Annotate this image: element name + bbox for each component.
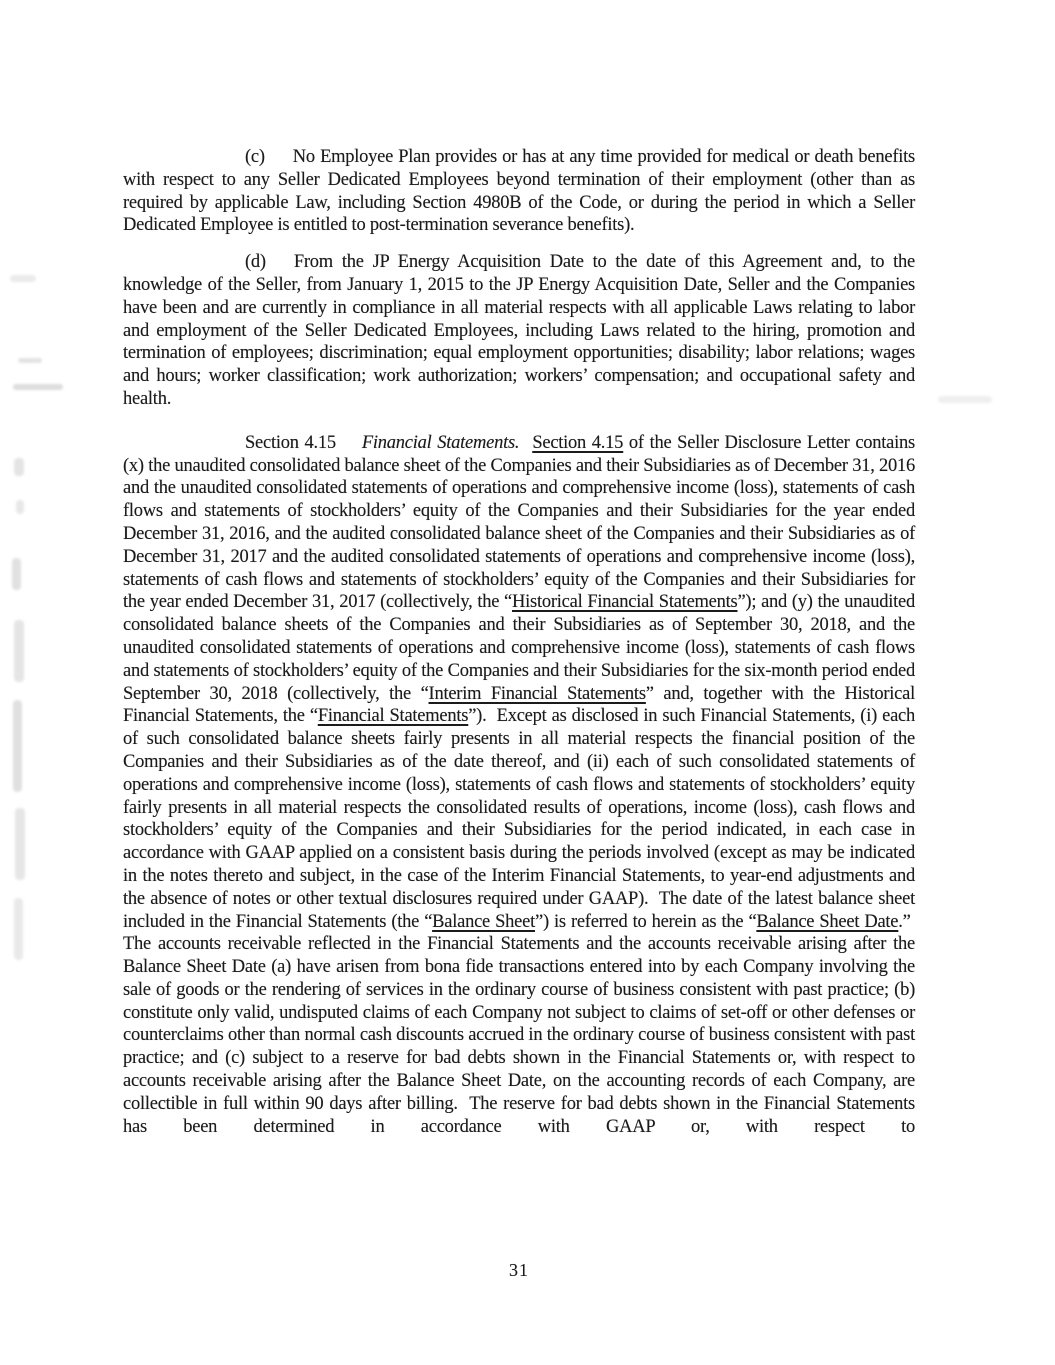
paragraph-c — [123, 146, 915, 237]
defined-term-historical-financial-statements: Historical Financial Statements — [512, 592, 738, 613]
paragraph-d-label: (d) — [245, 252, 266, 273]
scan-artifact — [18, 358, 42, 363]
scan-artifact — [10, 275, 36, 282]
section-number: Section 4.15 — [245, 432, 336, 453]
section-reference: Section 4.15 — [532, 432, 624, 453]
paragraph-section-4-15 — [123, 432, 915, 1139]
scan-artifact — [14, 898, 23, 960]
scan-artifact — [938, 396, 992, 403]
section-body-text: ”) is referred to herein as the “ — [534, 911, 757, 932]
section-title: Financial Statements. — [361, 432, 520, 453]
page-number: 31 — [509, 1260, 529, 1280]
scan-artifact — [14, 458, 24, 476]
scan-artifact — [13, 384, 63, 390]
section-body-text: ” and, together with the Historical Financial Statements, the “ — [123, 683, 915, 727]
defined-term-interim-financial-statements: Interim Financial Statements — [428, 683, 646, 704]
section-body-text: of the Seller Disclosure Letter contains (x) the unaudited consolidated balance sheet of the Companies and their Subsidiaries as of December 31, 2016 and the unaudited consolidated statements of operations and comprehensive income (loss), statements of cash flows and statements of stockholders’ equity of the Companies and their Subsidiaries for the year ended December 31, 2016, and the audited consolidated balance sheet of the Companies and their Subsidiaries as of December 31, 2017 and the audited consolidated statements of operations and comprehensive income (loss), statements of cash flows and statements of stockholders’ equity of the Companies and their Subsidiaries for the year ended December 31, 2017 (collectively, the “ — [123, 432, 915, 613]
defined-term-financial-statements: Financial Statements — [317, 706, 469, 727]
paragraph-d — [123, 251, 915, 411]
defined-term-balance-sheet: Balance Sheet — [432, 911, 535, 932]
paragraph-d-text: From the JP Energy Acquisition Date to the date of this Agreement and, to the knowledge of the Seller, from January 1, 2015 to the JP Energy Acquisition Date, Seller and the Companies have been and are currently in compliance in all material respects with all applicable Laws relating to labor and employment of the Seller Dedicated Employees, including Laws related to the hiring, promotion and termination of employees; discrimination; equal employment opportunities; disability; labor relations; wages and hours; worker classification; work authorization; workers’ compensation; and occupational safety and health. — [123, 252, 915, 409]
scan-artifact — [14, 620, 24, 682]
scan-artifact — [12, 558, 21, 590]
paragraph-c-text: No Employee Plan provides or has at any time provided for medical or death benefits with respect to any Seller Dedicated Employees beyond termination of their employment (other than as required by applicable Law, including Section 4980B of the Code, or during the period in which a Seller Dedicated Employee is entitled to post-termination severance benefits). — [123, 147, 915, 236]
defined-term-balance-sheet-date: Balance Sheet Date — [756, 911, 899, 932]
section-body-text: ”); and (y) the unaudited consolidated balance sheets of the Companies and their Subsidiaries as of September 30, 2018, and the unaudited consolidated statements of operations and comprehensive income (loss), statements of cash flows and statements of stockholders’ equity of the Companies and their Subsidiaries for the six-month period ended September 30, 2018 (collectively, the “ — [123, 592, 915, 704]
section-body-text: ”). Except as disclosed in such Financial Statements, (i) each of such consolidated balance sheets fairly presents in all material respects the financial position of the Companies and their Subsidiaries as of the date thereof, and (ii) each of such consolidated statements of operations and comprehensive income (loss), statements of cash flows and statements of stockholders’ equity fairly presents in all material respects the consolidated results of operations, income (loss), cash flows and stockholders’ equity of the Companies and their Subsidiaries for the period indicated, in each case in accordance with GAAP applied on a consistent basis during the periods involved (except as may be indicated in the notes thereto and subject, in the case of the Interim Financial Statements, to year-end adjustments and the absence of notes or other textual disclosures required under GAAP). The date of the latest balance sheet included in the Financial Statements (the “ — [123, 706, 915, 932]
body-text — [123, 146, 915, 1138]
section-body-text: .” The accounts receivable reflected in the Financial Statements and the accounts receivable arising after the Balance Sheet Date (a) have arisen from bona fide transactions entered into by each Company involving the sale of goods or the rendering of services in the ordinary course of business consistent with past practice; (b) constitute only valid, undisputed claims of each Company not subject to claims of set-off or other defenses or counterclaims other than normal cash discounts accrued in the ordinary course of business consistent with past practice; and (c) subject to a reserve for bad debts shown in the Financial Statements or, with respect to accounts receivable arising after the Balance Sheet Date, on the accounting records of each Company, are collectible in full within 90 days after billing. The reserve for bad debts shown in the Financial Statements has been determined in accordance with GAAP or, with respect to — [123, 911, 915, 1137]
scan-artifact — [16, 500, 24, 514]
scan-artifact — [15, 808, 25, 880]
scan-artifact — [13, 700, 22, 792]
paragraph-c-label: (c) — [245, 147, 265, 167]
